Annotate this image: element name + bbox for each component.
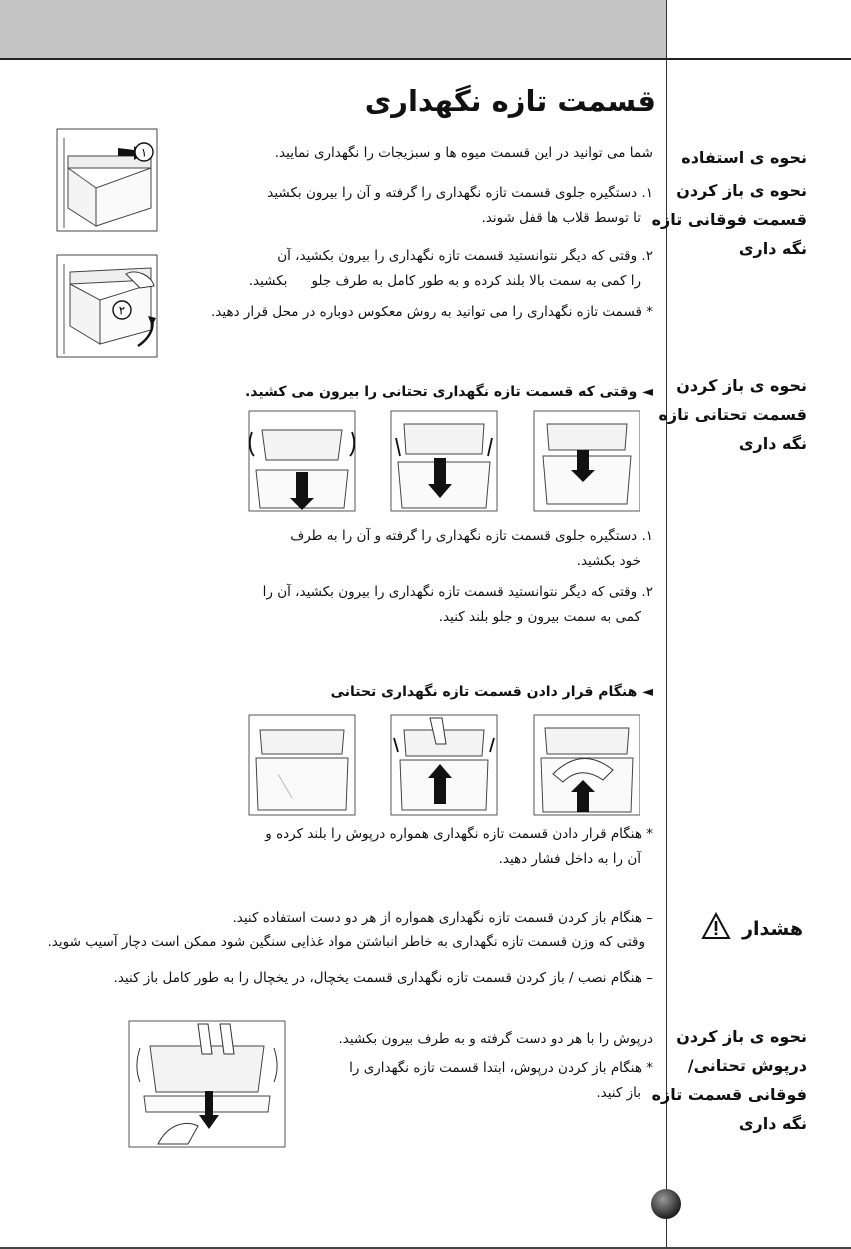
sidebar-open-cover: نحوه ی باز کردن درپوش تحتانی/ فوقانی قسمت تازه نگه داری	[651, 1027, 807, 1133]
cover-text: درپوش را با هر دو دست گرفته و به طرف بیرون بکشید. * هنگام باز کردن درپوش، ابتدا قسمت تازه نگهداری را باز کنید.	[338, 1031, 653, 1101]
bottom-pull-figures	[248, 410, 640, 514]
top-step-2: ۲. وقتی که دیگر نتوانستید قسمت تازه نگهداری را بیرون بکشید، آن را کمی به سمت بالا بلند کرده و به طور کامل به طرف جلوبکشید.	[248, 248, 653, 289]
step2-label: ٢	[118, 303, 126, 318]
top-note: * قسمت تازه نگهداری را می توانید به روش معکوس دوباره در محل قرار دهید.	[211, 304, 653, 320]
warning-triangle-icon	[701, 912, 731, 940]
bottom-step-2: ۲. وقتی که دیگر نتوانستید قسمت تازه نگهداری را بیرون بکشید، آن را کمی به سمت بیرون و جلو بلند کنید.	[262, 584, 653, 625]
bottom-place-note: * هنگام قرار دادن قسمت تازه نگهداری همواره درپوش را بلند کرده و آن را به داخل فشار دهید.	[265, 826, 653, 867]
drawer-pull-figure-2	[56, 254, 158, 358]
warning-text: – هنگام باز کردن قسمت تازه نگهداری همواره از هر دو دست استفاده کنید. وقتی که وزن قسمت تازه نگهداری به خاطر انباشتن مواد غذایی سنگین شود ممکن است دچار آسیب شوید. – هنگام نصب / باز کردن قسمت تازه نگهداری قسمت یخچال، در یخچال را به طور کامل باز کنید.	[47, 910, 653, 986]
cover-open-figure	[128, 1020, 286, 1148]
sidebar-open-bottom: نحوه ی باز کردن قسمت تحتانی تازه نگه داری	[658, 376, 807, 453]
header-right	[666, 0, 851, 58]
bottom-place-heading: ◄ هنگام قرار دادن قسمت تازه نگهداری تحتانی	[330, 684, 653, 700]
header-bar	[0, 0, 666, 58]
sidebar-usage: نحوه ی استفاده	[681, 148, 807, 167]
bottom-place-figures	[248, 714, 640, 818]
page-title: قسمت تازه نگهداری	[364, 84, 656, 118]
usage-text: شما می توانید در این قسمت میوه ها و سبزیجات را نگهداری نمایید.	[274, 145, 653, 161]
sidebar-warning: هشدار	[701, 912, 803, 944]
step1-label: ١	[140, 145, 148, 160]
sidebar-open-top: نحوه ی باز کردن قسمت فوقانی تازه نگه داری	[651, 181, 807, 258]
bottom-step-1: ۱. دستگیره جلوی قسمت تازه نگهداری را گرفته و آن را به طرف خود بکشید.	[290, 528, 653, 569]
page-bullet-marker	[651, 1189, 681, 1219]
bottom-pull-heading: ◄ وقتی که قسمت تازه نگهداری تحتانی را بیرون می کشید.	[244, 384, 653, 400]
top-step-1: ۱. دستگیره جلوی قسمت تازه نگهداری را گرفته و آن را بیرون بکشید تا توسط قلاب ها قفل شوند.	[267, 185, 653, 226]
drawer-pull-figure-1	[56, 128, 158, 232]
header-rule	[0, 58, 851, 60]
